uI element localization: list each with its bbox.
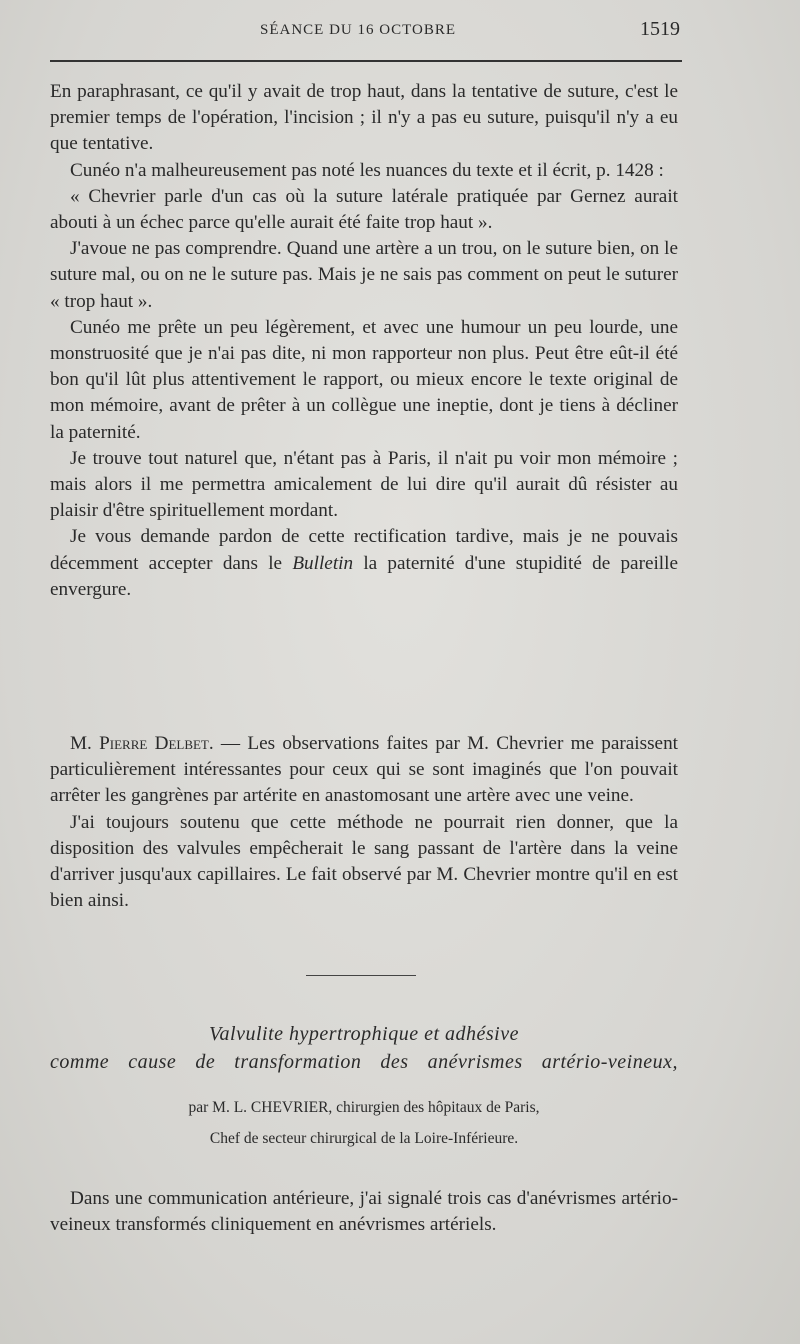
paragraph-delbet <box>50 731 678 810</box>
body-text-delbet <box>50 731 678 914</box>
body-text-article <box>50 1186 678 1238</box>
paragraph: « Chevrier parle d'un cas où la suture latérale pratiquée par Gernez aurait abouti à un échec parce qu'elle aurait été faite trop haut ». <box>50 185 678 234</box>
article-title <box>50 1020 678 1076</box>
running-title: SÉANCE DU 16 OCTOBRE <box>260 22 456 38</box>
paragraph <box>50 524 678 603</box>
paragraph: Cunéo me prête un peu légèrement, et avec une humour un peu lourde, une monstruosité que je n'ai pas dite, ni mon rapporteur non plus. Peut être eût-il été bon qu'il lût plus attentivement le rapport, ou mieux encore le texte original de mon mémoire, avant de prêter à un collègue une ineptie, dont je tiens à décliner la paternité. <box>50 316 678 443</box>
page-number: 1519 <box>640 18 680 40</box>
body-text-top <box>50 79 678 603</box>
section-divider <box>306 975 416 976</box>
paragraph: Je trouve tout naturel que, n'étant pas à Paris, il n'ait pu voir mon mémoire ; mais alors il me permettra amicalement de lui dire qu'il aurait dû résister au plaisir d'être spirituellement mordant. <box>50 447 678 522</box>
bulletin-italic: Bulletin <box>292 552 354 574</box>
paragraph: J'ai toujours soutenu que cette méthode ne pourrait rien donner, que la disposition des valvules empêcherait le sang passant de l'artère dans la veine d'arriver jusqu'aux capillaires. Le fait observé par M. Chevrier montre qu'il en est bien ainsi. <box>50 811 678 912</box>
title-line-1: Valvulite hypertrophique et adhésive <box>209 1023 519 1045</box>
paragraph: Dans une communication antérieure, j'ai signalé trois cas d'anévrismes artério-veineux transformés cliniquement en anévrismes artériels. <box>50 1188 678 1236</box>
speaker-name: M. Pierre Delbet. <box>70 733 214 754</box>
paragraph-text: Je vous demande pardon de cette rectification tardive, mais je ne pouvais décemment accepter dans le <box>50 526 678 574</box>
byline-affiliation: Chef de secteur chirurgical de la Loire-Inférieure. <box>209 1130 519 1147</box>
paragraph-text: — Les observations faites par M. Chevrier me paraissent particulièrement intéressantes pour ceux qui se sont imaginés que l'on pouvait arrêter les gangrènes par artérite en anastomosant une artère avec une veine. <box>50 733 678 807</box>
paragraph-text: la paternité d'une stupidité de pareille envergure. <box>50 552 678 600</box>
header-rule <box>50 60 682 62</box>
title-line-2: comme cause de transformation des anévrismes artério-veineux, <box>50 1051 678 1073</box>
page-header <box>50 18 680 48</box>
byline-author: par M. L. CHEVRIER, chirurgien des hôpitaux de Paris, <box>188 1099 540 1116</box>
paragraph: En paraphrasant, ce qu'il y avait de trop haut, dans la tentative de suture, c'est le premier temps de l'opération, l'incision ; il n'y a pas eu suture, puisqu'il n'y a eu que tentative. <box>50 81 678 155</box>
paragraph: Cunéo n'a malheureusement pas noté les nuances du texte et il écrit, p. 1428 : <box>70 159 664 181</box>
paragraph: J'avoue ne pas comprendre. Quand une artère a un trou, on le suture bien, on le suture mal, ou on ne le suture pas. Mais je ne sais pas comment on peut le suturer « trop haut ». <box>50 238 678 312</box>
